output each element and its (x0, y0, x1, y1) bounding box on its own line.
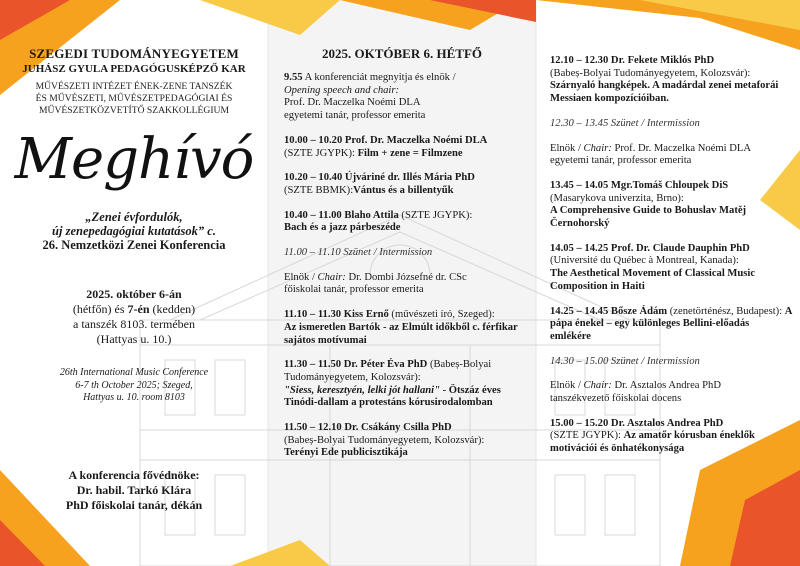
schedule-item: 11.10 – 11.30 Kiss Ernő (művészeti író, Szeged): Az ismeretlen Bartók - az Elmúlt időkből c. férfikar sajátos motívumai (284, 309, 518, 346)
schedule-item: 11.30 – 11.50 Dr. Péter Éva PhD (Babeș-Bolyai Tudományegyetem, Kolozsvár): "Siess, keresztyén, lelki jót hallani" - Ötszáz éves Tinódi-dallam a protestáns kórusirodalomban (284, 359, 501, 409)
opening-item: 9.55 A konferenciát megnyitja és elnök / Opening speech and chair: Prof. Dr. Maczelka Noémi DLA egyetemi tanár, professor emerita (284, 72, 456, 122)
schedule-item: 10.00 – 10.20 Prof. Dr. Maczelka Noémi DLA (SZTE JGYPK): Film + zene = Filmzene (284, 134, 488, 159)
right-panel (536, 0, 800, 566)
invitation-title: Meghívó (14, 127, 254, 192)
middle-panel (268, 0, 536, 566)
english-info: 26th International Music Conference 6-7 th October 2025; Szeged, Hattyas u. 10. room 8103 (59, 367, 209, 403)
schedule-list (550, 55, 792, 468)
date-venue: 2025. október 6-án (hétfőn) és 7-én (kedden) a tanszék 8103. termében (Hattyas u. 10.) (72, 287, 196, 346)
left-panel (0, 0, 268, 566)
break-item: 11.00 – 11.10 Szünet / Intermission (284, 247, 433, 259)
schedule-item: 13.45 – 14.05 Mgr.Tomáš Chloupek DiS (Masarykova univerzita, Brno): A Comprehensive Guide to Bohuslav Matěj Černohorský (550, 179, 747, 230)
university-name: SZEGEDI TUDOMÁNYEGYETEM (29, 46, 239, 61)
chair-item: Elnök / Chair: Dr. Dombi Józsefné dr. CSc főiskolai tanár, professor emerita (284, 271, 467, 296)
conference-title: „Zenei évfordulók, új zenepedagógiai kutatások” c. 26. Nemzetközi Zenei Konferencia (42, 210, 226, 252)
break-item: 12.30 – 13.45 Szünet / Intermission (550, 117, 700, 129)
chair-item: Elnök / Chair: Prof. Dr. Maczelka Noémi DLA egyetemi tanár, professor emerita (550, 142, 751, 167)
department-name: MŰVÉSZETI INTÉZET ÉNEK-ZENE TANSZÉK ÉS MŰVÉSZETI, MŰVÉSZETPEDAGÓGIAI ÉS MŰVÉSZETKÖZVETÍTŐ SZAKKOLLÉGIUM (35, 81, 233, 116)
day-heading: 2025. OKTÓBER 6. HÉTFŐ (322, 46, 482, 61)
break-item: 14.30 – 15.00 Szünet / Intermission (550, 355, 700, 367)
schedule-item: 12.10 – 12.30 Dr. Fekete Miklós PhD (Babeș-Bolyai Tudományegyetem, Kolozsvár): Szárnyaló hangképek. A madárdal zenei metaforái Messiaen kompozícióiban. (550, 55, 779, 105)
schedule-list (284, 72, 526, 472)
schedule-item: 11.50 – 12.10 Dr. Csákány Csilla PhD (Babeș-Bolyai Tudományegyetem, Kolozsvár): Terényi Ede publicisztikája (284, 422, 485, 459)
chair-item: Elnök / Chair: Dr. Asztalos Andrea PhD tanszékvezető főiskolai docens (550, 380, 721, 405)
schedule-item: 10.20 – 10.40 Újváriné dr. Illés Mária PhD (SZTE BBMK):Vántus és a billentyűk (284, 172, 475, 196)
patron-info: A konferencia fővédnöke: Dr. habil. Tarkó Klára PhD főiskolai tanár, dékán (65, 468, 203, 512)
schedule-item: 14.25 – 14.45 Bősze Ádám (zenetörténész, Budapest): A pápa énekel – egy különleges Bellini-előadás emlékére (550, 305, 792, 342)
faculty-name: JUHÁSZ GYULA PEDAGÓGUSKÉPZŐ KAR (22, 63, 246, 75)
schedule-item: 15.00 – 15.20 Dr. Asztalos Andrea PhD (SZTE JGYPK): Az amatőr kórusban éneklők motivációi és önhatékonysága (550, 417, 755, 455)
schedule-item: 10.40 – 11.00 Blaho Attila (SZTE JGYPK): Bach és a jazz párbeszéde (284, 209, 473, 234)
schedule-item: 14.05 – 14.25 Prof. Dr. Claude Dauphin PhD (Université du Québec à Montreal, Kanada): The Aesthetical Movement of Classical Music Composition in Haiti (550, 242, 756, 292)
